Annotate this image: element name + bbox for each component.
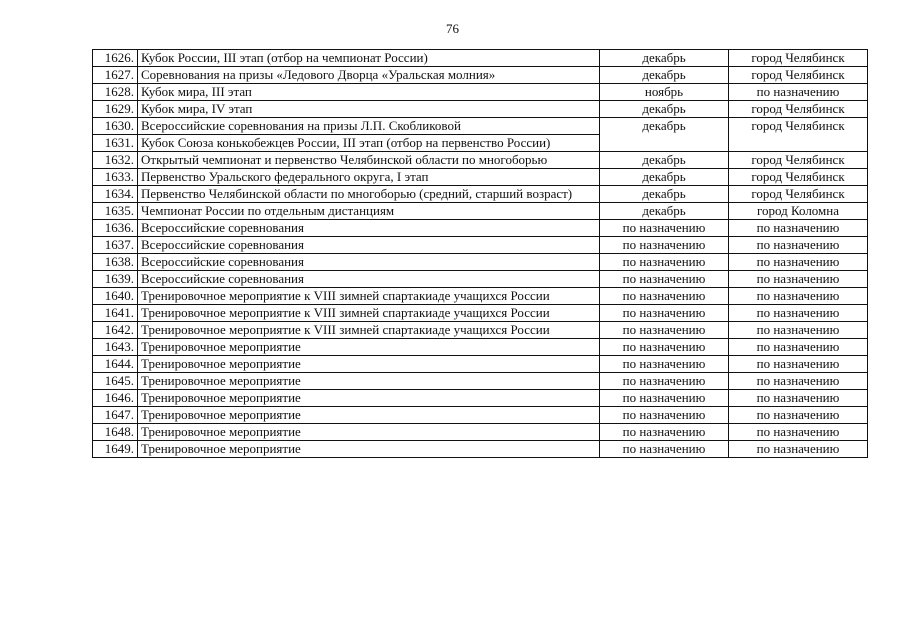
table-row: [93, 390, 868, 407]
table-row: [93, 339, 868, 356]
event-date: декабрь: [600, 101, 729, 118]
event-name: Тренировочное мероприятие к VIII зимней спартакиаде учащихся России: [138, 322, 600, 339]
row-number: 1626.: [93, 50, 138, 67]
table-row: [93, 288, 868, 305]
event-name: Соревнования на призы «Ледового Дворца «Уральская молния»: [138, 67, 600, 84]
row-number: 1628.: [93, 84, 138, 101]
event-name: Тренировочное мероприятие к VIII зимней спартакиаде учащихся России: [138, 305, 600, 322]
page-number: 76: [446, 21, 459, 36]
events-table-body: [93, 50, 868, 458]
event-place: город Челябинск: [729, 118, 868, 152]
event-date: декабрь: [600, 67, 729, 84]
row-number: 1647.: [93, 407, 138, 424]
row-number: 1642.: [93, 322, 138, 339]
table-row: [93, 152, 868, 169]
table-row: [93, 118, 868, 135]
row-number: 1643.: [93, 339, 138, 356]
event-name: Чемпионат России по отдельным дистанциям: [138, 203, 600, 220]
event-name: Всероссийские соревнования на призы Л.П. Скобликовой: [138, 118, 600, 135]
event-name: Первенство Челябинской области по многоборью (средний, старший возраст): [138, 186, 600, 203]
event-date: декабрь: [600, 118, 729, 152]
table-row: [93, 237, 868, 254]
row-number: 1644.: [93, 356, 138, 373]
table-row: [93, 186, 868, 203]
event-name: Тренировочное мероприятие: [138, 407, 600, 424]
table-row: [93, 271, 868, 288]
event-place: по назначению: [729, 373, 868, 390]
event-date: по назначению: [600, 288, 729, 305]
event-place: по назначению: [729, 220, 868, 237]
event-name: Тренировочное мероприятие: [138, 373, 600, 390]
event-place: город Челябинск: [729, 50, 868, 67]
table-row: [93, 220, 868, 237]
event-date: по назначению: [600, 305, 729, 322]
row-number: 1633.: [93, 169, 138, 186]
row-number: 1627.: [93, 67, 138, 84]
event-place: город Челябинск: [729, 152, 868, 169]
event-name: Всероссийские соревнования: [138, 220, 600, 237]
event-name: Кубок Союза конькобежцев России, III этап (отбор на первенство России): [138, 135, 600, 152]
event-place: по назначению: [729, 390, 868, 407]
event-date: по назначению: [600, 373, 729, 390]
row-number: 1634.: [93, 186, 138, 203]
event-date: декабрь: [600, 186, 729, 203]
row-number: 1641.: [93, 305, 138, 322]
event-place: по назначению: [729, 407, 868, 424]
event-name: Первенство Уральского федерального округа, I этап: [138, 169, 600, 186]
table-row: [93, 305, 868, 322]
event-name: Тренировочное мероприятие: [138, 339, 600, 356]
event-place: по назначению: [729, 441, 868, 458]
row-number: 1638.: [93, 254, 138, 271]
event-place: город Челябинск: [729, 101, 868, 118]
table-row: [93, 254, 868, 271]
event-date: по назначению: [600, 356, 729, 373]
event-name: Всероссийские соревнования: [138, 254, 600, 271]
event-place: по назначению: [729, 271, 868, 288]
table-row: [93, 322, 868, 339]
row-number: 1636.: [93, 220, 138, 237]
table-row: [93, 50, 868, 67]
table-row: [93, 356, 868, 373]
row-number: 1639.: [93, 271, 138, 288]
event-name: Всероссийские соревнования: [138, 237, 600, 254]
event-place: по назначению: [729, 254, 868, 271]
row-number: 1637.: [93, 237, 138, 254]
event-place: по назначению: [729, 305, 868, 322]
event-date: по назначению: [600, 237, 729, 254]
event-place: по назначению: [729, 322, 868, 339]
event-date: по назначению: [600, 220, 729, 237]
row-number: 1635.: [93, 203, 138, 220]
event-date: по назначению: [600, 339, 729, 356]
event-name: Всероссийские соревнования: [138, 271, 600, 288]
event-name: Кубок мира, III этап: [138, 84, 600, 101]
row-number: 1640.: [93, 288, 138, 305]
table-row: [93, 67, 868, 84]
event-date: ноябрь: [600, 84, 729, 101]
event-date: декабрь: [600, 203, 729, 220]
event-date: по назначению: [600, 390, 729, 407]
event-name: Тренировочное мероприятие: [138, 356, 600, 373]
event-date: по назначению: [600, 407, 729, 424]
event-name: Тренировочное мероприятие: [138, 424, 600, 441]
event-date: декабрь: [600, 152, 729, 169]
event-name: Кубок России, III этап (отбор на чемпионат России): [138, 50, 600, 67]
table-row: [93, 373, 868, 390]
row-number: 1648.: [93, 424, 138, 441]
row-number: 1646.: [93, 390, 138, 407]
table-row: [93, 169, 868, 186]
event-date: по назначению: [600, 322, 729, 339]
event-name: Тренировочное мероприятие к VIII зимней спартакиаде учащихся России: [138, 288, 600, 305]
event-place: город Челябинск: [729, 186, 868, 203]
event-name: Кубок мира, IV этап: [138, 101, 600, 118]
table-row: [93, 203, 868, 220]
event-date: по назначению: [600, 441, 729, 458]
event-place: по назначению: [729, 356, 868, 373]
table-row: [93, 424, 868, 441]
table-row: [93, 407, 868, 424]
row-number: 1631.: [93, 135, 138, 152]
event-name: Тренировочное мероприятие: [138, 390, 600, 407]
event-date: по назначению: [600, 254, 729, 271]
table-row: [93, 101, 868, 118]
row-number: 1645.: [93, 373, 138, 390]
event-place: по назначению: [729, 424, 868, 441]
table-row: [93, 84, 868, 101]
event-date: декабрь: [600, 169, 729, 186]
event-place: город Челябинск: [729, 169, 868, 186]
row-number: 1632.: [93, 152, 138, 169]
event-name: Тренировочное мероприятие: [138, 441, 600, 458]
event-place: по назначению: [729, 339, 868, 356]
events-table: [92, 49, 868, 458]
row-number: 1649.: [93, 441, 138, 458]
event-place: по назначению: [729, 288, 868, 305]
row-number: 1630.: [93, 118, 138, 135]
event-place: город Коломна: [729, 203, 868, 220]
event-date: по назначению: [600, 271, 729, 288]
event-date: декабрь: [600, 50, 729, 67]
event-name: Открытый чемпионат и первенство Челябинской области по многоборью: [138, 152, 600, 169]
event-place: по назначению: [729, 84, 868, 101]
row-number: 1629.: [93, 101, 138, 118]
event-place: город Челябинск: [729, 67, 868, 84]
table-row: [93, 441, 868, 458]
event-date: по назначению: [600, 424, 729, 441]
event-place: по назначению: [729, 237, 868, 254]
